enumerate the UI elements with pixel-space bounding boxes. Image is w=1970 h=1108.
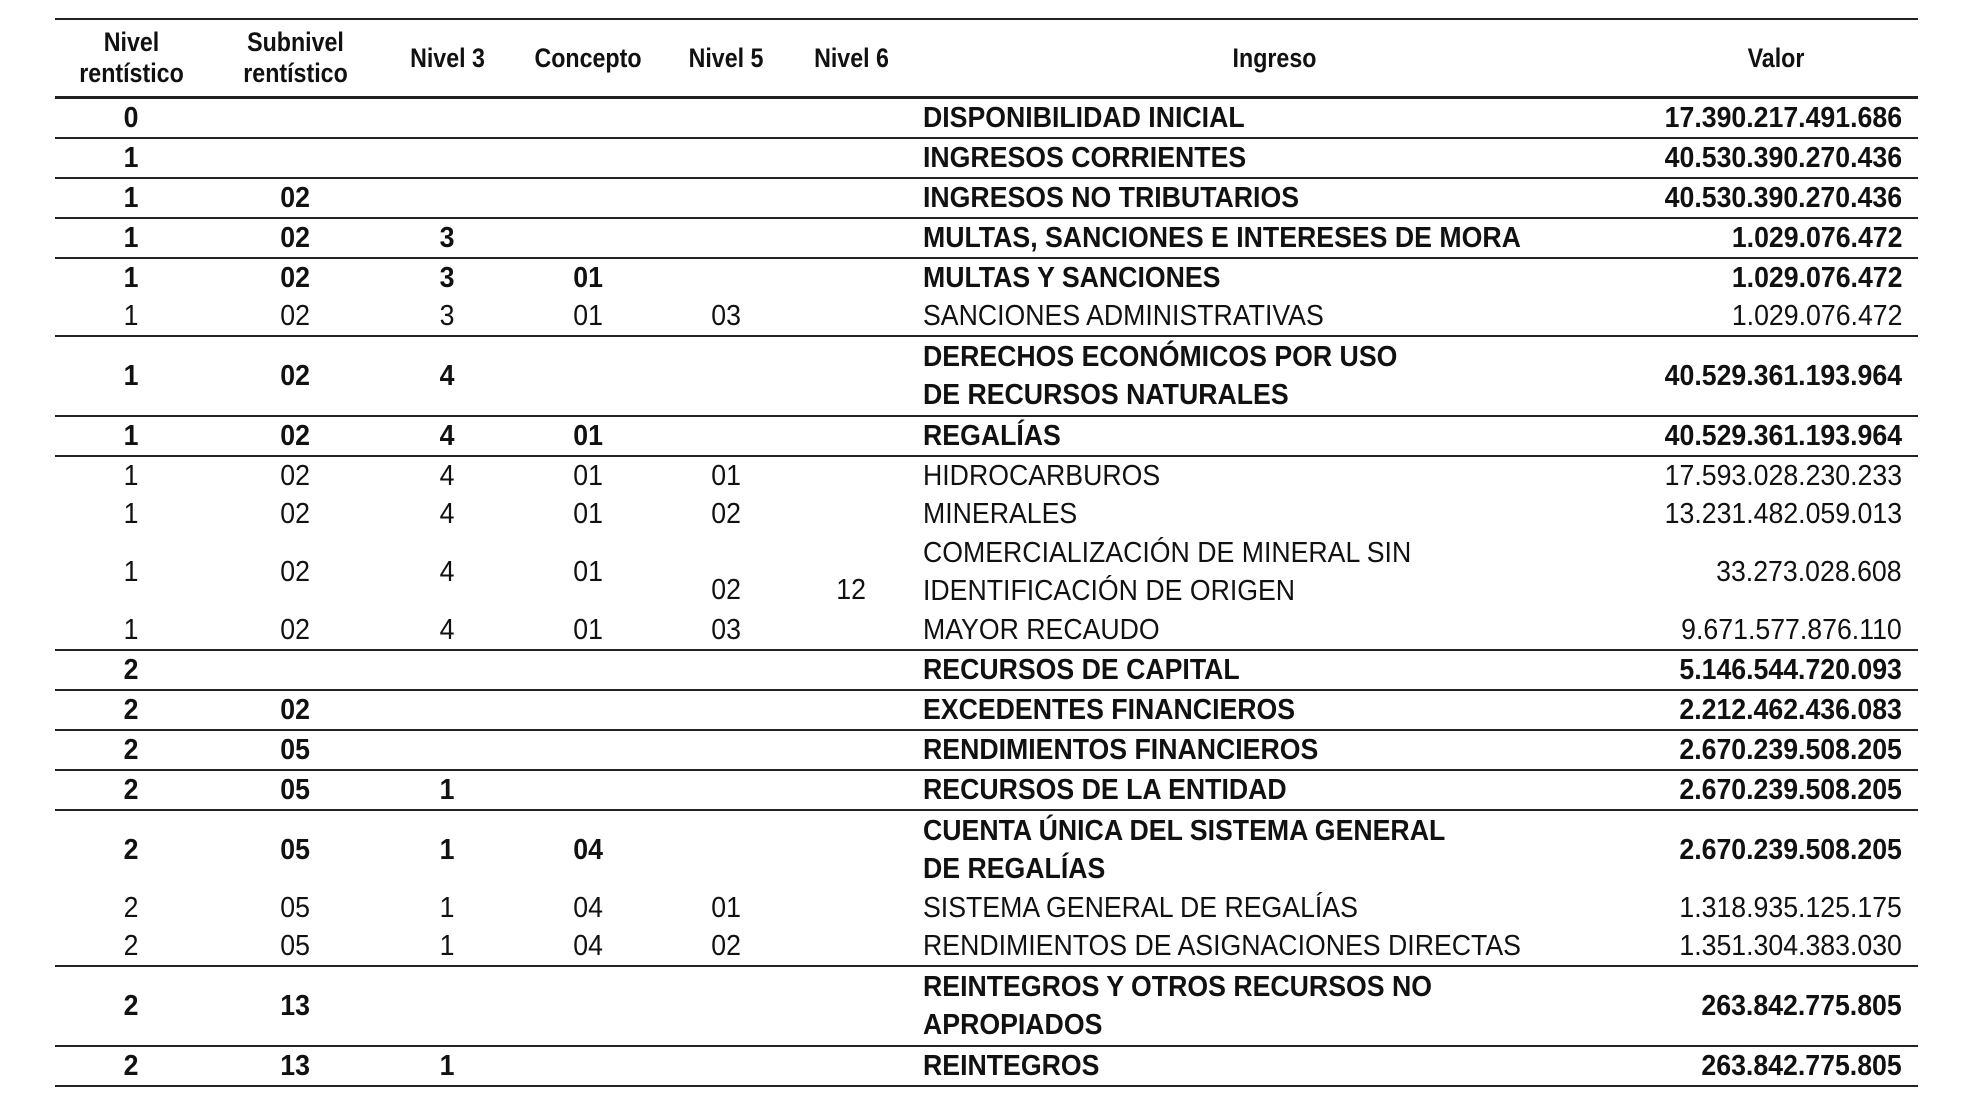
cell-valor: 263.842.775.805: [1701, 1050, 1902, 1082]
header-row: [55, 19, 1918, 98]
cell-ingreso: COMERCIALIZACIÓN DE MINERAL SIN IDENTIFICACIÓN DE ORIGEN: [923, 537, 1412, 607]
cell-nivel: 1: [124, 460, 139, 492]
cell-subnivel: 02: [280, 498, 311, 530]
table-row: [55, 258, 1918, 297]
cell-nivel3: 4: [440, 360, 455, 392]
cell-ingreso: REINTEGROS Y OTROS RECURSOS NO APROPIADOS: [923, 971, 1432, 1041]
cell-ingreso: MINERALES: [923, 498, 1078, 530]
cell-nivel: 1: [124, 222, 139, 254]
cell-valor: 2.670.239.508.205: [1679, 734, 1902, 766]
table-row: [55, 533, 1918, 611]
cell-ingreso: DISPONIBILIDAD INICIAL: [923, 102, 1245, 134]
cell-concepto: 01: [573, 556, 603, 588]
cell-nivel: 2: [124, 930, 139, 962]
cell-concepto: 01: [573, 460, 603, 492]
cell-valor: 1.029.076.472: [1731, 222, 1902, 254]
cell-nivel6: 12: [836, 574, 867, 606]
cell-nivel: 1: [124, 498, 139, 530]
cell-valor: 40.529.361.193.964: [1664, 420, 1902, 452]
cell-valor: 1.029.076.472: [1731, 300, 1902, 332]
cell-concepto: 01: [573, 614, 603, 646]
cell-ingreso: HIDROCARBUROS: [923, 460, 1161, 492]
cell-nivel3: 3: [440, 262, 455, 294]
cell-valor: 5.146.544.720.093: [1679, 654, 1902, 686]
table-row: [55, 98, 1918, 139]
cell-ingreso: MAYOR RECAUDO: [923, 614, 1160, 646]
income-table-document: [55, 18, 1918, 1087]
cell-nivel: 2: [124, 834, 139, 866]
cell-valor: 33.273.028.608: [1716, 556, 1902, 588]
cell-subnivel: 02: [280, 300, 311, 332]
cell-nivel: 1: [124, 182, 139, 214]
cell-valor: 1.318.935.125.175: [1679, 892, 1902, 924]
cell-subnivel: 05: [280, 892, 311, 924]
cell-concepto: 01: [573, 300, 603, 332]
cell-valor: 40.530.390.270.436: [1664, 182, 1902, 214]
cell-subnivel: 02: [280, 360, 311, 392]
cell-subnivel: 02: [280, 420, 311, 452]
cell-nivel5: 03: [711, 614, 741, 646]
cell-subnivel: 05: [280, 930, 311, 962]
cell-nivel: 2: [124, 774, 139, 806]
cell-nivel3: 1: [440, 1050, 455, 1082]
cell-concepto: 01: [573, 498, 603, 530]
cell-concepto: 01: [573, 420, 603, 452]
cell-nivel: 1: [124, 300, 139, 332]
cell-valor: 9.671.577.876.110: [1681, 614, 1902, 646]
header-ingreso: Ingreso: [965, 19, 1583, 98]
cell-nivel3: 3: [440, 222, 455, 254]
cell-ingreso: INGRESOS NO TRIBUTARIOS: [923, 182, 1300, 214]
table-row: [55, 611, 1918, 650]
cell-ingreso: SISTEMA GENERAL DE REGALÍAS: [923, 892, 1358, 924]
cell-nivel3: 1: [440, 892, 455, 924]
cell-ingreso: RENDIMIENTOS FINANCIEROS: [923, 734, 1319, 766]
table-row: [55, 690, 1918, 730]
cell-ingreso: RECURSOS DE CAPITAL: [923, 654, 1240, 686]
cell-nivel: 2: [124, 990, 139, 1022]
cell-nivel: 2: [124, 1050, 139, 1082]
cell-nivel3: 4: [440, 556, 455, 588]
table-row: [55, 810, 1918, 889]
cell-nivel5: 03: [711, 300, 741, 332]
cell-nivel5: 01: [711, 892, 741, 924]
cell-ingreso: REINTEGROS: [923, 1050, 1100, 1082]
cell-subnivel: 05: [280, 734, 311, 766]
table-row: [55, 178, 1918, 218]
cell-nivel3: 4: [440, 498, 455, 530]
header-valor: Valor: [1654, 19, 1898, 98]
cell-nivel3: 1: [440, 930, 455, 962]
table-row: [55, 927, 1918, 966]
income-table: [55, 18, 1918, 1087]
cell-subnivel: 05: [280, 834, 311, 866]
cell-nivel: 1: [124, 420, 139, 452]
cell-valor: 17.390.217.491.686: [1664, 102, 1902, 134]
header-subnivel-rentistico: Subnivel rentístico: [220, 19, 371, 98]
header-nivel-3: Nivel 3: [392, 19, 503, 98]
table-row: [55, 495, 1918, 533]
cell-subnivel: 02: [280, 614, 311, 646]
table-row: [55, 297, 1918, 336]
cell-subnivel: 13: [280, 1050, 311, 1082]
cell-valor: 2.670.239.508.205: [1679, 774, 1902, 806]
cell-ingreso: RENDIMIENTOS DE ASIGNACIONES DIRECTAS: [923, 930, 1521, 962]
cell-nivel: 2: [124, 654, 139, 686]
cell-subnivel: 02: [280, 222, 311, 254]
table-row: [55, 416, 1918, 456]
cell-valor: 2.212.462.436.083: [1679, 694, 1902, 726]
cell-valor: 1.029.076.472: [1731, 262, 1902, 294]
cell-ingreso: DERECHOS ECONÓMICOS POR USO DE RECURSOS NATURALES: [923, 341, 1398, 411]
cell-ingreso: SANCIONES ADMINISTRATIVAS: [923, 300, 1324, 332]
cell-nivel5: 02: [711, 498, 741, 530]
cell-valor: 263.842.775.805: [1701, 990, 1902, 1022]
cell-nivel5: 02: [711, 574, 741, 606]
table-row: [55, 650, 1918, 690]
table-row: [55, 966, 1918, 1046]
table-row: [55, 138, 1918, 178]
cell-valor: 13.231.482.059.013: [1664, 498, 1902, 530]
table-row: [55, 218, 1918, 258]
cell-nivel: 0: [124, 102, 139, 134]
table-row: [55, 730, 1918, 770]
cell-ingreso: EXCEDENTES FINANCIEROS: [923, 694, 1296, 726]
cell-nivel: 2: [124, 892, 139, 924]
cell-concepto: 04: [573, 834, 603, 866]
cell-nivel: 2: [124, 734, 139, 766]
cell-nivel: 1: [124, 614, 139, 646]
cell-nivel5: 01: [711, 460, 741, 492]
cell-valor: 2.670.239.508.205: [1679, 834, 1902, 866]
cell-nivel: 2: [124, 694, 139, 726]
table-row: [55, 336, 1918, 416]
cell-concepto: 04: [573, 930, 603, 962]
cell-concepto: 01: [573, 262, 603, 294]
table-row: [55, 1046, 1918, 1086]
cell-nivel3: 4: [440, 614, 455, 646]
cell-ingreso: CUENTA ÚNICA DEL SISTEMA GENERAL DE REGALÍAS: [923, 815, 1445, 885]
header-nivel-5: Nivel 5: [673, 19, 780, 98]
cell-nivel3: 1: [440, 774, 455, 806]
header-nivel-6: Nivel 6: [797, 19, 906, 98]
header-concepto: Concepto: [523, 19, 654, 98]
cell-ingreso: RECURSOS DE LA ENTIDAD: [923, 774, 1287, 806]
cell-subnivel: 02: [280, 262, 311, 294]
cell-concepto: 04: [573, 892, 603, 924]
table-row: [55, 770, 1918, 810]
cell-valor: 40.529.361.193.964: [1664, 360, 1902, 392]
cell-valor: 17.593.028.230.233: [1664, 460, 1902, 492]
cell-subnivel: 02: [280, 460, 311, 492]
cell-ingreso: INGRESOS CORRIENTES: [923, 142, 1247, 174]
cell-subnivel: 05: [280, 774, 311, 806]
cell-nivel: 1: [124, 142, 139, 174]
table-row: [55, 456, 1918, 495]
cell-ingreso: MULTAS Y SANCIONES: [923, 262, 1221, 294]
cell-subnivel: 02: [280, 694, 311, 726]
cell-nivel: 1: [124, 556, 139, 588]
cell-valor: 1.351.304.383.030: [1679, 930, 1902, 962]
cell-nivel: 1: [124, 360, 139, 392]
cell-nivel: 1: [124, 262, 139, 294]
cell-nivel3: 4: [440, 460, 455, 492]
table-row: [55, 889, 1918, 927]
cell-nivel5: 02: [711, 930, 741, 962]
cell-ingreso: REGALÍAS: [923, 420, 1061, 452]
header-nivel-rentistico: Nivel rentístico: [66, 19, 198, 98]
cell-valor: 40.530.390.270.436: [1664, 142, 1902, 174]
cell-subnivel: 02: [280, 556, 311, 588]
cell-nivel3: 3: [440, 300, 455, 332]
cell-ingreso: MULTAS, SANCIONES E INTERESES DE MORA: [923, 222, 1521, 254]
cell-subnivel: 13: [280, 990, 311, 1022]
cell-subnivel: 02: [280, 182, 311, 214]
cell-nivel3: 1: [440, 834, 455, 866]
cell-nivel3: 4: [440, 420, 455, 452]
